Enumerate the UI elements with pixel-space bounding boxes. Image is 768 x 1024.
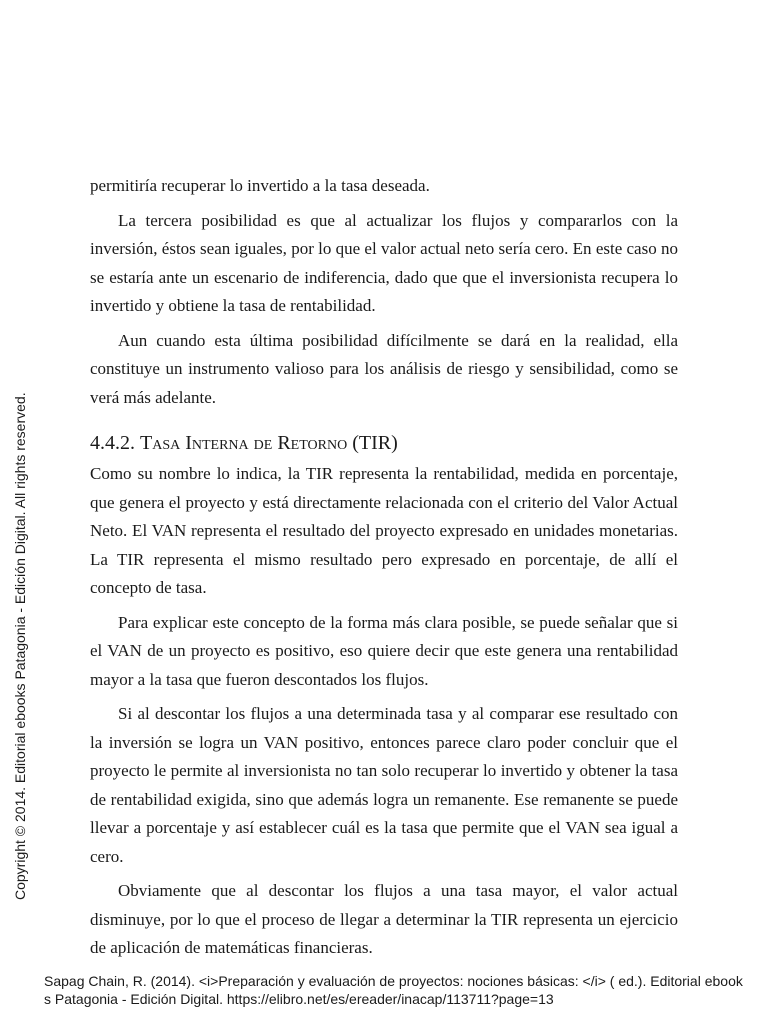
paragraph: Como su nombre lo indica, la TIR representa la rentabilidad, medida en porcentaje, que genera el proyecto y está directamente relacionada con el criterio del Valor Actual Neto. El VAN representa el resultado del proyecto expresado en unidades monetarias. La TIR representa el mismo resultado pero expresado en porcentaje, de allí el concepto de tasa. xyxy=(90,464,678,597)
paragraph: Para explicar este concepto de la forma más clara posible, se puede señalar que si el VAN de un proyecto es positivo, eso quiere decir que este genera una rentabilidad mayor a la tasa que fueron descontados los flujos. xyxy=(90,612,678,689)
section-number: 4.4.2. xyxy=(90,432,140,454)
citation-footer: Sapag Chain, R. (2014). <i>Preparación y evaluación de proyectos: nociones básicas: </i> ( ed.). Editorial ebooks Patagonia - Edición Digital. https://elibro.net/es/ereader/inacap/113711?page=13 xyxy=(44,973,743,1007)
section-suffix: (TIR) xyxy=(347,432,398,454)
paragraph: permitiría recuperar lo invertido a la tasa deseada. xyxy=(90,176,430,195)
paragraph: Obviamente que al descontar los flujos a una tasa mayor, el valor actual disminuye, por lo que el proceso de llegar a determinar la TIR representa un ejercicio de aplicación de matemáticas financieras. xyxy=(90,881,678,957)
paragraph: Aun cuando esta última posibilidad difícilmente se dará en la realidad, ella constituye un instrumento valioso para los análisis de riesgo y sensibilidad, como se verá más adelante. xyxy=(90,330,678,407)
page-body xyxy=(90,172,678,969)
paragraph: La tercera posibilidad es que al actualizar los flujos y compararlos con la inversión, éstos sean iguales, por lo que el valor actual neto sería cero. En este caso no se estaría ante un escenario de indiferencia, dado que que el inversionista recupera lo invertido y obtiene la tasa de rentabilidad. xyxy=(90,210,678,315)
paragraph: Si al descontar los flujos a una determinada tasa y al comparar ese resultado con la inversión se logra un VAN positivo, entonces parece claro poder concluir que el proyecto le permite al inversionista no tan solo recuperar lo invertido y obtener la tasa de rentabilidad exigida, sino que además logra un remanente. Ese remanente se puede llevar a porcentaje y así establecer cuál es la tasa que permite que el VAN sea igual a cero. xyxy=(90,704,678,866)
section-heading xyxy=(90,428,678,458)
section-title: Tasa Interna de Retorno xyxy=(140,432,348,454)
copyright-notice: Copyright © 2014. Editorial ebooks Patagonia - Edición Digital. All rights reserved. xyxy=(12,392,28,900)
